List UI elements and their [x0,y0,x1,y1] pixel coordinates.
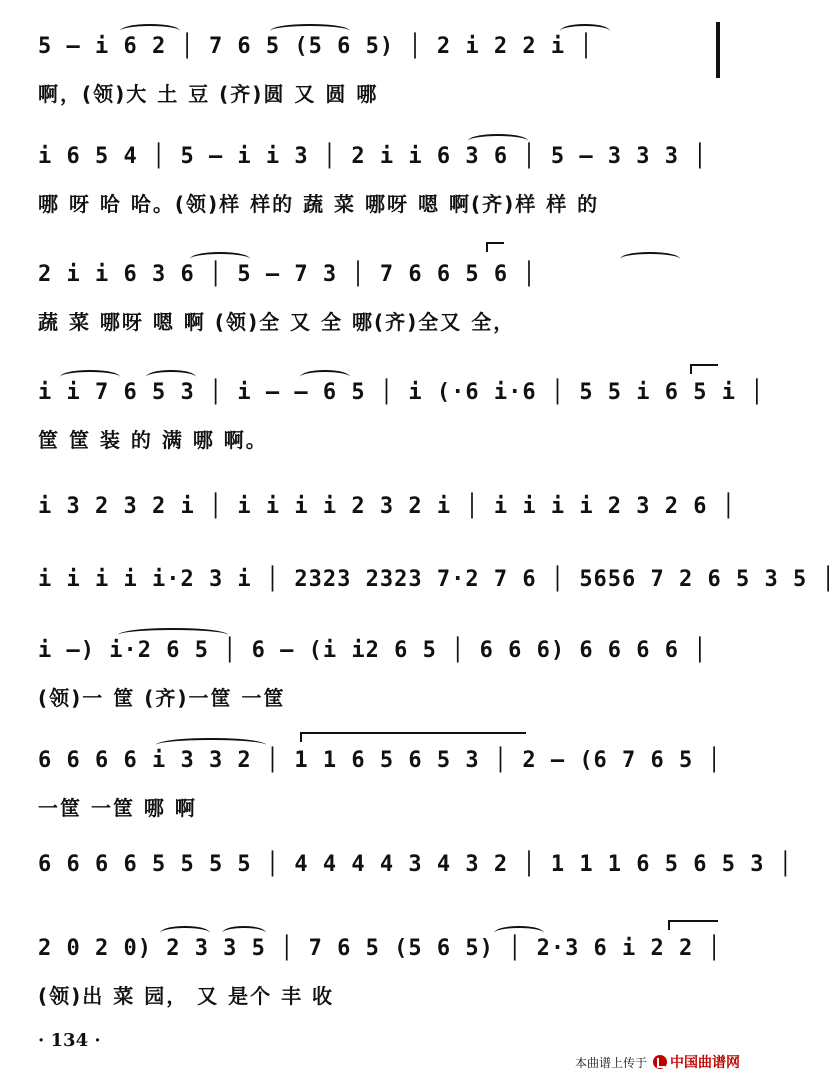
notation-line: 6 6 6 6 5 5 5 5 │ 4 4 4 4 3 4 3 2 │ 1 1 1 6 5 6 5 3 │ [38,852,793,877]
slur-mark [118,628,228,642]
notation-line: i i i i i·2 3 i │ 2323 2323 7·2 7 6 │ 5656 7 2 6 5 3 5 │ [38,567,836,592]
slur-mark [120,24,180,38]
slur-mark [60,370,120,384]
upload-note: 本曲谱上传于 [574,1055,647,1070]
site-logo [653,1052,740,1072]
site-name: 中国曲谱网 [670,1055,740,1071]
notation-line: i 6 5 4 │ 5 — i i 3 │ 2 i i 6 3 6 │ 5 — 3 3 3 │ [38,144,708,169]
notation-line: 6 6 6 6 i 3 3 2 │ 1 1 6 5 6 5 3 │ 2 — (6 7 6 5 │ [38,748,722,773]
slur-mark [468,134,528,148]
slur-mark [620,252,680,266]
slur-mark [560,24,610,38]
slur-mark [222,926,266,940]
notation-line: i 3 2 3 2 i │ i i i i 2 3 2 i │ i i i i 2 3 2 6 │ [38,494,737,519]
notation-line: i i 7 6 5 3 │ i — — 6 5 │ i (·6 i·6 │ 5 5 i 6 5 i │ [38,380,765,405]
lyric-line: 筐 筐 装 的 满 哪 啊。 [38,428,268,452]
notation-line: 5 — i 6 2 │ 7 6 5 (5 6 5) │ 2 i 2 2 i │ [38,34,594,59]
phrase-bracket [300,732,526,742]
grace-note-bracket [486,242,504,252]
phrase-bracket [690,364,718,374]
slur-mark [494,926,544,940]
footer-watermark [575,1052,740,1072]
lyric-line: 一筐 一筐 哪 啊 [38,796,197,820]
slur-mark [270,24,350,38]
lyric-line: 蔬 菜 哪呀 嗯 啊 (领)全 又 全 哪(齐)全又 全， [38,310,516,334]
slur-mark [160,926,210,940]
grace-note-bracket [668,920,718,930]
lyric-line: 哪 呀 哈 哈。(领)样 样的 蔬 菜 哪呀 嗯 啊(齐)样 样 的 [38,192,600,216]
notation-line: i —) i·2 6 5 │ 6 — (i i2 6 5 │ 6 6 6) 6 6 6 6 │ [38,638,708,663]
page-number: · 134 · [38,1030,101,1051]
lyric-line: 啊，(领)大 土 豆 (齐)圆 又 圆 哪 [38,82,379,106]
slur-mark [146,370,196,384]
notation-line: 2 i i 6 3 6 │ 5 — 7 3 │ 7 6 6 5 6 │ [38,262,537,287]
barline [716,22,720,78]
slur-mark [190,252,250,266]
lyric-line: (领)出 菜 园， 又 是个 丰 收 [38,984,335,1008]
slur-mark [300,370,350,384]
lyric-line: (领)一 筐 (齐)一筐 一筐 [38,686,286,710]
logo-icon [653,1055,667,1069]
notation-line: 2 0 2 0) 2 3 3 5 │ 7 6 5 (5 6 5) │ 2·3 6 i 2 2 │ [38,936,722,961]
slur-mark [156,738,266,752]
